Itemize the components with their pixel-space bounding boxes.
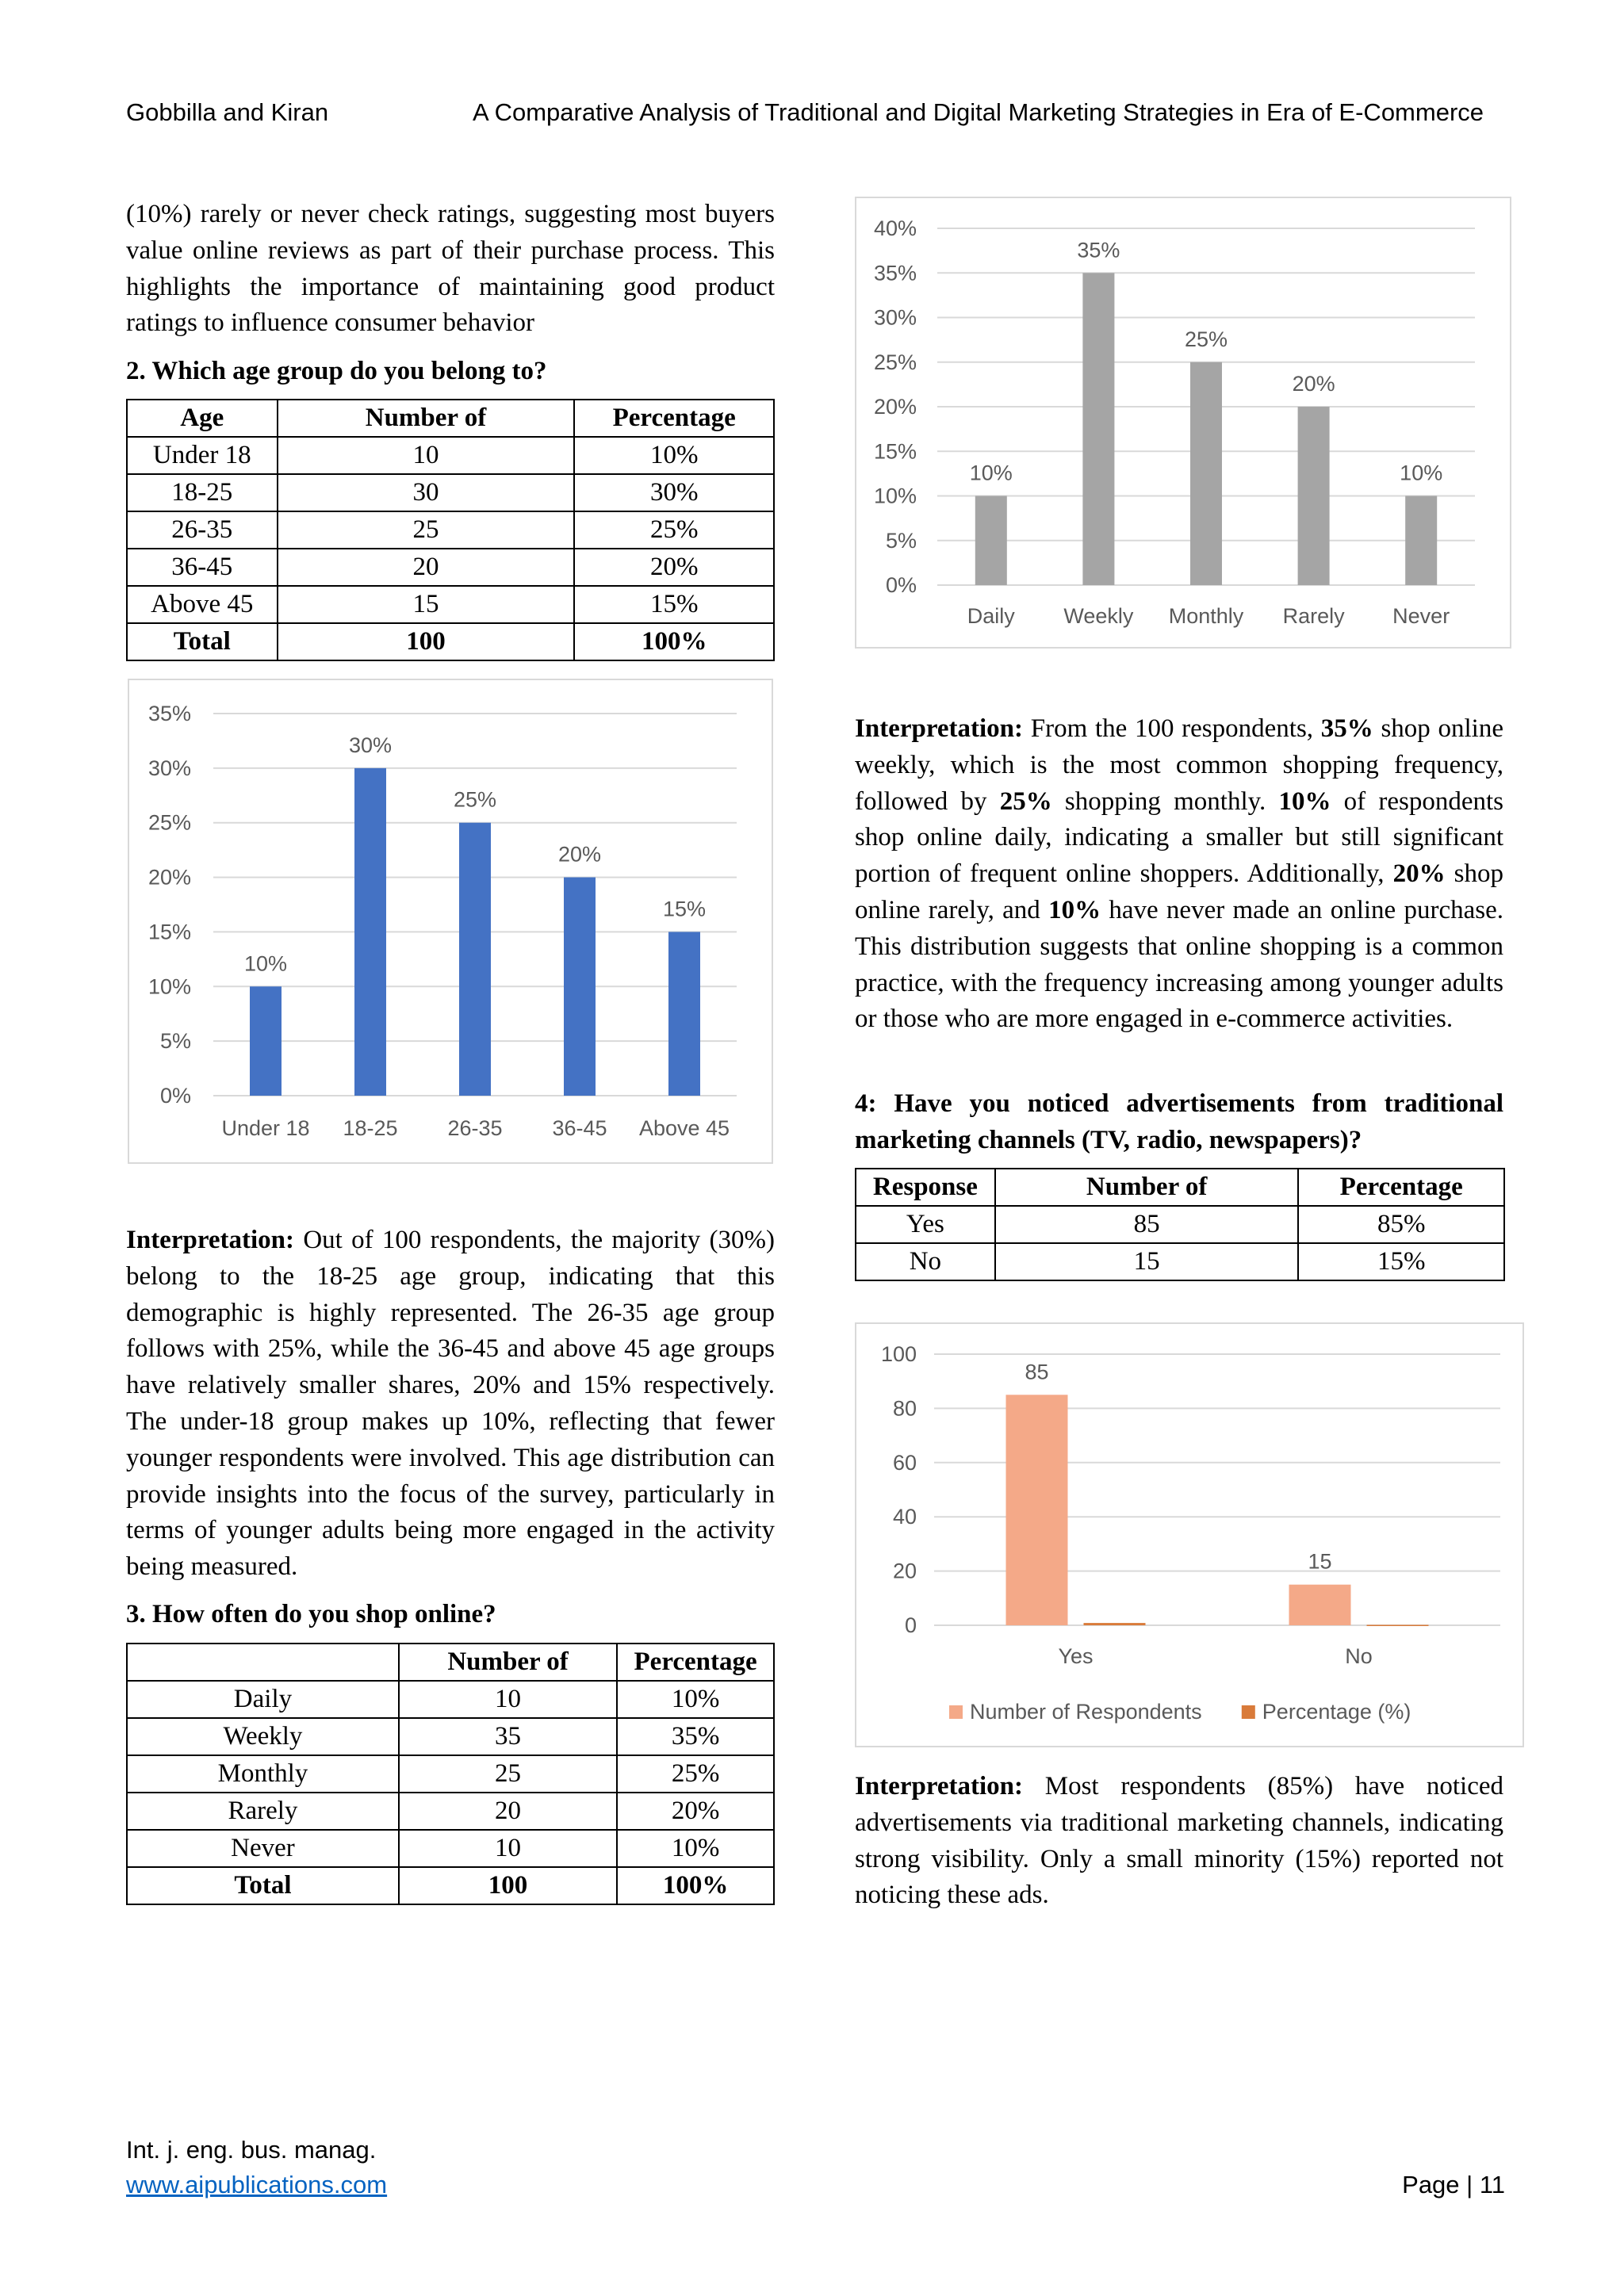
legend-label: Number of Respondents bbox=[970, 1700, 1202, 1724]
table-total-row bbox=[127, 1867, 774, 1904]
interpretation-label: Interpretation: bbox=[126, 1226, 295, 1254]
running-header-authors: Gobbilla and Kiran bbox=[126, 98, 329, 126]
y-tick-label: 0% bbox=[885, 573, 917, 597]
interpretation-paragraph bbox=[126, 1223, 775, 1586]
interpretation-text: of respondents shop online daily, indicating a smaller but still significant portion of frequent online shoppers. Additionally, bbox=[855, 786, 1503, 889]
x-tick-label: No bbox=[1345, 1644, 1373, 1668]
data-label: 10% bbox=[1400, 461, 1443, 485]
q2-table-wrap bbox=[126, 399, 775, 661]
table-cell: 20 bbox=[399, 1793, 617, 1830]
y-tick-label: 20% bbox=[873, 395, 917, 419]
table-row bbox=[856, 1206, 1504, 1243]
y-tick-label: 5% bbox=[885, 528, 917, 553]
y-tick-label: 25% bbox=[147, 810, 191, 835]
interpretation-text: From the 100 respondents, bbox=[1023, 714, 1321, 743]
y-tick-label: 20% bbox=[147, 865, 191, 890]
table-cell: Under 18 bbox=[127, 437, 278, 474]
table-cell: 15% bbox=[574, 586, 774, 623]
table-row bbox=[127, 549, 774, 586]
table-cell: Weekly bbox=[127, 1718, 399, 1755]
table-cell: 20% bbox=[574, 549, 774, 586]
legend-swatch bbox=[949, 1705, 963, 1719]
response-bar-chart bbox=[856, 1324, 1522, 1746]
q3-heading: 3. How often do you shop online? bbox=[126, 1600, 496, 1628]
footer-page-number: Page | 11 bbox=[1402, 2171, 1505, 2198]
table-cell: 15 bbox=[278, 586, 575, 623]
x-tick-label: Never bbox=[1392, 604, 1450, 628]
highlight-value: 35% bbox=[1320, 714, 1373, 743]
table-cell: Yes bbox=[856, 1206, 995, 1243]
table-cell: 10% bbox=[617, 1681, 774, 1718]
chart-bar bbox=[1289, 1585, 1351, 1625]
table-cell: Total bbox=[127, 623, 278, 660]
data-label: 25% bbox=[453, 787, 497, 812]
y-tick-label: 15% bbox=[147, 920, 191, 944]
table-cell: 85% bbox=[1298, 1206, 1504, 1243]
y-tick-label: 10% bbox=[873, 484, 917, 508]
interpretation-paragraph bbox=[855, 1769, 1503, 1914]
y-tick-label: 0 bbox=[904, 1613, 917, 1637]
y-tick-label: 25% bbox=[873, 350, 917, 374]
legend-swatch bbox=[1242, 1705, 1255, 1719]
data-label: 15 bbox=[1308, 1549, 1332, 1574]
left-column bbox=[126, 197, 775, 342]
age-chart bbox=[128, 679, 773, 1164]
y-tick-label: 40 bbox=[892, 1505, 917, 1529]
table-cell: 20 bbox=[278, 549, 575, 586]
table-cell: 10 bbox=[278, 437, 575, 474]
table-cell: 25% bbox=[574, 511, 774, 549]
table-cell: 36-45 bbox=[127, 549, 278, 586]
table-header-row bbox=[127, 1644, 774, 1681]
table-cell: Daily bbox=[127, 1681, 399, 1718]
data-label: 15% bbox=[662, 897, 707, 921]
table-header-cell bbox=[127, 1644, 399, 1681]
table-row bbox=[127, 1718, 774, 1755]
interpretation-text: Most respondents (85%) have noticed advertisements via traditional marketing channels, indicating strong visibility. Only a small minority (15%) reported not noticing these ads. bbox=[855, 1772, 1503, 1910]
table-cell: Rarely bbox=[127, 1793, 399, 1830]
table-header-cell: Percentage bbox=[574, 400, 774, 437]
q3-table bbox=[126, 1643, 775, 1905]
table-total-row bbox=[127, 623, 774, 660]
y-tick-label: 60 bbox=[892, 1450, 917, 1475]
y-tick-label: 20 bbox=[892, 1559, 917, 1583]
interpretation-label: Interpretation: bbox=[855, 1772, 1024, 1800]
y-tick-label: 5% bbox=[159, 1029, 191, 1054]
chart-bar bbox=[1006, 1395, 1068, 1625]
table-cell: 100 bbox=[278, 623, 575, 660]
table-header-cell: Percentage bbox=[617, 1644, 774, 1681]
table-header-cell: Number of bbox=[278, 400, 575, 437]
table-header-cell: Number of bbox=[995, 1169, 1299, 1206]
y-tick-label: 100 bbox=[880, 1342, 917, 1366]
table-cell: 100 bbox=[399, 1867, 617, 1904]
age-bar-chart bbox=[129, 680, 772, 1162]
q4-table bbox=[855, 1168, 1505, 1281]
table-cell: 20% bbox=[617, 1793, 774, 1830]
chart-bar bbox=[1084, 1623, 1146, 1625]
running-header-title: A Comparative Analysis of Traditional and Digital Marketing Strategies in Era of E-Commerce bbox=[473, 98, 1484, 126]
y-tick-label: 35% bbox=[873, 261, 917, 285]
table-header-cell: Age bbox=[127, 400, 278, 437]
q4-section bbox=[855, 1085, 1503, 1158]
frequency-chart bbox=[855, 197, 1511, 649]
q4-heading: 4: Have you noticed advertisements from traditional marketing channels (TV, radio, newspapers)? bbox=[855, 1089, 1503, 1154]
interpretation-text: Out of 100 respondents, the majority (30%) belong to the 18-25 age group, indicating that this demographic is highly represented. The 26-35 age group follows with 25%, while the 36-45 and above 45 age groups have relatively smaller shares, 20% and 15% respectively. The under-18 group makes up 10%, reflecting that fewer younger respondents were involved. This age distribution can provide insights into the focus of the survey, particularly in terms of younger adults being more engaged in the activity being measured. bbox=[126, 1226, 775, 1582]
y-tick-label: 30% bbox=[147, 756, 191, 780]
data-label: 10% bbox=[243, 951, 288, 976]
table-cell: 25 bbox=[399, 1755, 617, 1793]
q2-interpretation bbox=[126, 1223, 775, 1586]
response-chart bbox=[855, 1322, 1524, 1747]
table-header-cell: Percentage bbox=[1298, 1169, 1504, 1206]
chart-bar bbox=[1367, 1624, 1429, 1626]
intro-paragraph: (10%) rarely or never check ratings, suggesting most buyers value online reviews as part of their purchase process. This highlights the importance of maintaining good product ratings to influence consumer behavior bbox=[126, 200, 775, 338]
table-cell: 85 bbox=[995, 1206, 1299, 1243]
data-label: 10% bbox=[969, 461, 1013, 485]
table-row bbox=[127, 586, 774, 623]
q2-section bbox=[126, 353, 775, 389]
y-tick-label: 30% bbox=[873, 305, 917, 330]
table-row bbox=[127, 437, 774, 474]
x-tick-label: 18-25 bbox=[343, 1116, 398, 1140]
table-cell: 18-25 bbox=[127, 474, 278, 511]
table-row bbox=[127, 511, 774, 549]
table-row bbox=[127, 1793, 774, 1830]
x-tick-label: Under 18 bbox=[221, 1116, 310, 1140]
table-cell: Never bbox=[127, 1830, 399, 1867]
table-cell: Above 45 bbox=[127, 586, 278, 623]
chart-bar bbox=[564, 878, 596, 1096]
table-row bbox=[127, 1755, 774, 1793]
x-tick-label: Weekly bbox=[1063, 604, 1134, 628]
interpretation-text: have never made an online purchase. This distribution suggests that online shopping is a common practice, with the frequency increasing among younger adults or those who are more engaged in e-commerce activities. bbox=[855, 895, 1503, 1034]
q4-table-wrap bbox=[855, 1168, 1505, 1281]
y-tick-label: 10% bbox=[147, 974, 191, 999]
x-tick-label: Monthly bbox=[1168, 604, 1244, 628]
table-row bbox=[127, 474, 774, 511]
table-cell: No bbox=[856, 1243, 995, 1280]
table-cell: 10 bbox=[399, 1681, 617, 1718]
data-label: 35% bbox=[1077, 238, 1120, 262]
chart-bar bbox=[1298, 407, 1330, 585]
x-tick-label: Rarely bbox=[1282, 604, 1345, 628]
interpretation-text: shopping monthly. bbox=[1051, 786, 1279, 816]
table-header-row bbox=[127, 400, 774, 437]
legend-label: Percentage (%) bbox=[1262, 1700, 1411, 1724]
table-cell: 15 bbox=[995, 1243, 1299, 1280]
chart-bar bbox=[1082, 273, 1114, 585]
table-cell: 15% bbox=[1298, 1243, 1504, 1280]
q2-heading: 2. Which age group do you belong to? bbox=[126, 357, 547, 385]
highlight-value: 25% bbox=[999, 786, 1052, 816]
q2-table bbox=[126, 399, 775, 661]
q3-interpretation bbox=[855, 711, 1503, 1038]
chart-bar bbox=[354, 768, 386, 1096]
table-cell: 25% bbox=[617, 1755, 774, 1793]
table-cell: 35% bbox=[617, 1718, 774, 1755]
interpretation-text: shop online weekly, which is the most common shopping frequency, followed by bbox=[855, 714, 1503, 816]
chart-bar bbox=[1405, 496, 1437, 586]
table-cell: Total bbox=[127, 1867, 399, 1904]
table-cell: 30 bbox=[278, 474, 575, 511]
interpretation-text: shop online rarely, and bbox=[855, 859, 1504, 924]
q3-section bbox=[126, 1596, 775, 1632]
table-header-row bbox=[856, 1169, 1504, 1206]
data-label: 20% bbox=[1292, 372, 1335, 396]
interpretation-label: Interpretation: bbox=[855, 714, 1024, 743]
table-cell: 10% bbox=[617, 1830, 774, 1867]
x-tick-label: 26-35 bbox=[447, 1116, 503, 1140]
interpretation-paragraph bbox=[855, 711, 1503, 1038]
highlight-value: 10% bbox=[1278, 786, 1331, 816]
x-tick-label: Yes bbox=[1058, 1644, 1094, 1668]
y-tick-label: 35% bbox=[147, 702, 191, 725]
data-label: 25% bbox=[1184, 327, 1228, 351]
table-row bbox=[856, 1243, 1504, 1280]
table-cell: 35 bbox=[399, 1718, 617, 1755]
y-tick-label: 0% bbox=[159, 1084, 191, 1108]
chart-bar bbox=[459, 823, 491, 1096]
y-tick-label: 40% bbox=[873, 216, 917, 240]
table-cell: 25 bbox=[278, 511, 575, 549]
chart-bar bbox=[668, 932, 700, 1096]
table-cell: 10% bbox=[574, 437, 774, 474]
table-header-cell: Response bbox=[856, 1169, 995, 1206]
table-cell: 10 bbox=[399, 1830, 617, 1867]
frequency-bar-chart bbox=[856, 198, 1510, 647]
y-tick-label: 80 bbox=[892, 1396, 917, 1421]
chart-bar bbox=[975, 496, 1007, 586]
chart-bar bbox=[1190, 362, 1222, 585]
footer-url-link[interactable]: www.aipublications.com bbox=[126, 2171, 388, 2198]
q3-table-wrap bbox=[126, 1643, 775, 1905]
q4-interpretation bbox=[855, 1769, 1503, 1914]
data-label: 85 bbox=[1025, 1360, 1049, 1384]
table-cell: 26-35 bbox=[127, 511, 278, 549]
chart-bar bbox=[250, 986, 282, 1096]
footer-journal: Int. j. eng. bus. manag. bbox=[126, 2136, 377, 2164]
table-cell: 30% bbox=[574, 474, 774, 511]
table-row bbox=[127, 1830, 774, 1867]
y-tick-label: 15% bbox=[873, 439, 917, 464]
x-tick-label: Above 45 bbox=[638, 1116, 730, 1140]
highlight-value: 10% bbox=[1048, 895, 1101, 924]
data-label: 20% bbox=[557, 842, 602, 867]
data-label: 30% bbox=[348, 733, 393, 757]
x-tick-label: Daily bbox=[967, 604, 1015, 628]
highlight-value: 20% bbox=[1392, 859, 1446, 889]
table-row bbox=[127, 1681, 774, 1718]
table-cell: Monthly bbox=[127, 1755, 399, 1793]
table-header-cell: Number of bbox=[399, 1644, 617, 1681]
table-cell: 100% bbox=[617, 1867, 774, 1904]
table-cell: 100% bbox=[574, 623, 774, 660]
x-tick-label: 36-45 bbox=[552, 1116, 607, 1140]
